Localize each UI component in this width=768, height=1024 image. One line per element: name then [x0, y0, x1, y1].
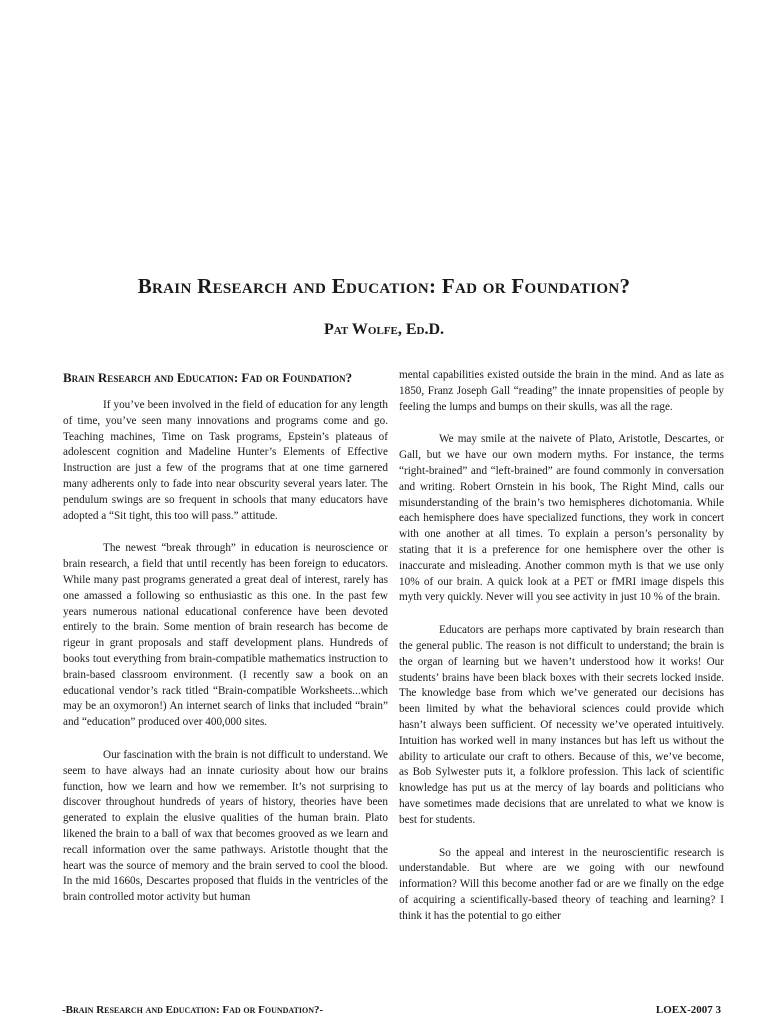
paragraph: Educators are perhaps more captivated by brain research than the general public. The reason is not difficult to understand; the brain is the organ of learning but we haven’t understood how it works! Our students’ brains have been black boxes with their secrets locked inside. The knowledge base from which we’ve generated our decisions has been limited by what the behavioral sciences could provide which hasn’t always been sufficient. Of necessity we’ve operated intuitively. Intuition has worked well in many instances but has left us without the ability to articulate our craft to others. Because of this, we’ve become, as Bob Sylwester puts it, a folklore profession. This lack of scientific knowledge has put us at the mercy of lay boards and politicians who have sometimes made decisions that are unrelated to what we know is best for students. [399, 624, 724, 826]
paragraph: We may smile at the naivete of Plato, Aristotle, Descartes, or Gall, but we have our own modern myths. For instance, the terms “right-brained” and “left-brained” are found commonly in conversation and writing. Robert Ornstein in his book, The Right Mind, calls our misunderstanding of the brain’s two hemispheres dichotomania. While each hemisphere does have specialized functions, they work in concert with one another at all times. To explain a person’s personality by stating that it is a preference for one hemisphere over the other is inaccurate and misleading. Another common myth is that we use only 10% of our brain. A quick look at a PET or fMRI image dispels this myth very quickly. Never will you see activity in just 10 % of the brain. [399, 433, 724, 604]
paragraph: The newest “break through” in education is neuroscience or brain research, a field that until recently has been foreign to educators. While many past programs generated a great deal of interest, rarely has one amassed a following so enthusiastic as this one. In the past few years numerous national educational conference have been devoted entirely to the brain. Some mention of brain research has become de rigeur in grant proposals and staff development plans. Hundreds of books tout everything from brain-compatible mathematics instruction to brain-based classroom environment. (I recently saw a book on an educational vendor’s rack titled “Brain-compatible Worksheets...which may be an oxymoron!) An internet search of links that included “brain” and “education” produced over 400,000 sites. [63, 542, 388, 729]
left-column [63, 368, 388, 923]
section-heading: Brain Research and Education: Fad or Foundation? [63, 370, 353, 385]
article-author: Pat Wolfe, Ed.D. [323, 321, 445, 338]
footer-running-title: -Brain Research and Education: Fad or Foundation?- [62, 1004, 324, 1016]
paragraph: So the appeal and interest in the neuroscientific research is understandable. But where are we going with our newfound information? Will this become another fad or are we finally on the edge of acquiring a scientifically-based theory of teaching and learning? I think it has the potential to go either [399, 846, 724, 922]
footer-page-label: LOEX-2007 3 [655, 1004, 721, 1016]
article-title: Brain Research and Education: Fad or Foundation? [137, 274, 631, 298]
paragraph: Our fascination with the brain is not difficult to understand. We seem to have always had an innate curiosity about how our brains function, how we learn and how we remember. It’s not surprising to discover throughout hundreds of years of history, theories have been generated to explain the elusive qualities of the human brain. Plato likened the brain to a ball of wax that becomes grooved as we learn and recall information over the same pathways. Aristotle thought that the heart was the source of memory and the brain served to cool the blood. In the mid 1660s, Descartes proposed that fluids in the ventricles of the brain controlled motor activity but human [63, 748, 388, 904]
right-column [399, 368, 724, 942]
paragraph-continuation: mental capabilities existed outside the brain in the mind. And as late as 1850, Franz Joseph Gall “reading” the innate propensities of people by feeling the lumps and bumps on their skulls, was all the rage. [399, 369, 724, 413]
paragraph: If you’ve been involved in the field of education for any length of time, you’ve seen many innovations and programs come and go. Teaching machines, Time on Task programs, Epstein’s plateaus of adolescent cognition and Madeline Hunter’s Elements of Effective Instruction are just a few of the programs that at one time garnered many adherents only to fade into near obscurity several years later. The pendulum swings are so frequent in schools that many educators have adopted a “Sit tight, this too will pass.” attitude. [63, 399, 388, 522]
